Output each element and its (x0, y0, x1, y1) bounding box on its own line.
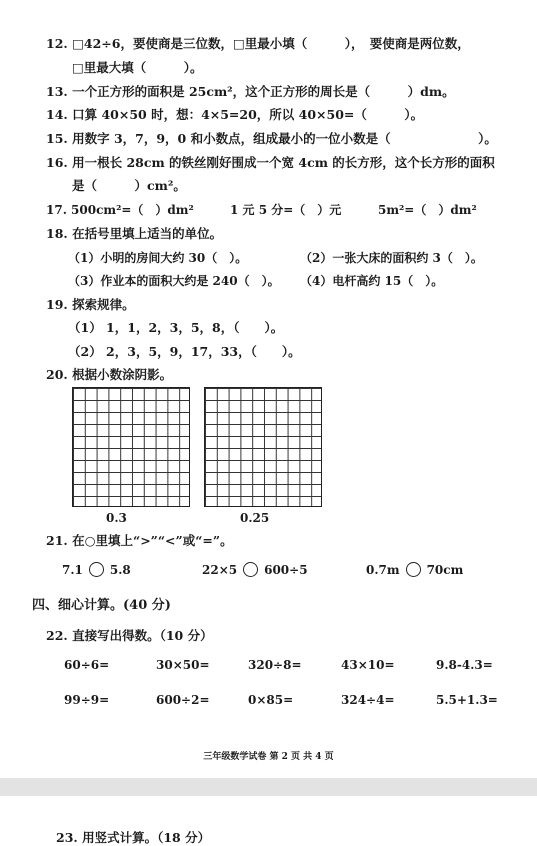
q17-a: 17. 500cm²=（ ）dm² (46, 203, 194, 217)
q18-a: （1）小明的房间大约 30（ ）。 (68, 251, 248, 265)
calc-item: 9.8-4.3= (436, 658, 493, 672)
q23-title: 23. 用竖式计算。（18 分） (56, 830, 211, 845)
q21-a-left: 7.1 (62, 563, 83, 577)
q18-d: （4）电杆高约 15（ ）。 (300, 274, 444, 288)
page-footer: 三年级数学试卷 第 2 页 共 4 页 (203, 752, 334, 762)
q14: 14. 口算 40×50 时，想：4×5=20，所以 40×50=（ ）。 (46, 107, 424, 122)
q21-item-a (62, 562, 131, 578)
q16-line2: 是（ ）cm²。 (72, 178, 186, 193)
calc-item: 324÷4= (341, 693, 395, 707)
q18-c: （3）作业本的面积大约是 240（ ）。 (68, 274, 280, 288)
calc-item: 60÷6= (64, 658, 110, 672)
q15: 15. 用数字 3，7，9，0 和小数点，组成最小的一位小数是（ ）。 (46, 131, 497, 146)
q19-title: 19. 探索规律。 (46, 297, 135, 312)
q17-c: 5m²=（ ）dm² (378, 203, 477, 217)
q18-b: （2）一张大床的面积约 3（ ）。 (300, 251, 483, 265)
q16-line1: 16. 用一根长 28cm 的铁丝刚好围成一个宽 4cm 的长方形，这个长方形的面积 (46, 155, 495, 170)
calc-item: 30×50= (156, 658, 210, 672)
section-4-heading: 四、细心计算。(40 分) (32, 598, 171, 613)
q21-title: 21. 在○里填上“>”“<”或“=”。 (46, 533, 233, 548)
calc-item: 99÷9= (64, 693, 110, 707)
calc-item: 600÷2= (156, 693, 210, 707)
q12-line2: □里最大填（ ）。 (72, 60, 203, 75)
calc-item: 5.5+1.3= (436, 693, 498, 707)
q21-b-right: 600÷5 (264, 563, 308, 577)
q17-b: 1 元 5 分=（ ）元 (230, 203, 342, 217)
compare-circle-b[interactable] (243, 562, 258, 577)
compare-circle-c[interactable] (406, 562, 421, 577)
q21-a-right: 5.8 (109, 563, 131, 577)
compare-circle-a[interactable] (89, 562, 104, 577)
grid-1-label: 0.3 (106, 511, 127, 525)
q12-line1: 12. □42÷6，要使商是三位数，□里最小填（ ）， 要使商是两位数， (46, 36, 470, 51)
q13: 13. 一个正方形的面积是 25cm²，这个正方形的周长是（ ）dm。 (46, 84, 455, 99)
q21-c-left: 0.7m (366, 563, 400, 577)
grid-2-label: 0.25 (240, 511, 270, 525)
q20-title: 20. 根据小数涂阴影。 (46, 367, 173, 382)
q21-item-c (366, 562, 463, 578)
calc-item: 43×10= (341, 658, 395, 672)
hundred-grid-1[interactable] (72, 387, 190, 507)
exam-page-3 (0, 796, 537, 843)
q18-title: 18. 在括号里填上适当的单位。 (46, 226, 223, 241)
q22-title: 22. 直接写出得数。（10 分） (46, 628, 213, 643)
q19-a: （1） 1，1，2，3，5，8，（ ）。 (68, 320, 284, 335)
calc-item: 320÷8= (248, 658, 302, 672)
q21-c-right: 70cm (426, 563, 464, 577)
q19-b: （2） 2，3，5，9，17，33，（ ）。 (68, 344, 301, 359)
calc-item: 0×85= (248, 693, 294, 707)
q21-b-left: 22×5 (202, 563, 238, 577)
page-separator (0, 778, 537, 796)
hundred-grid-2[interactable] (204, 387, 322, 507)
q21-item-b (202, 562, 308, 578)
